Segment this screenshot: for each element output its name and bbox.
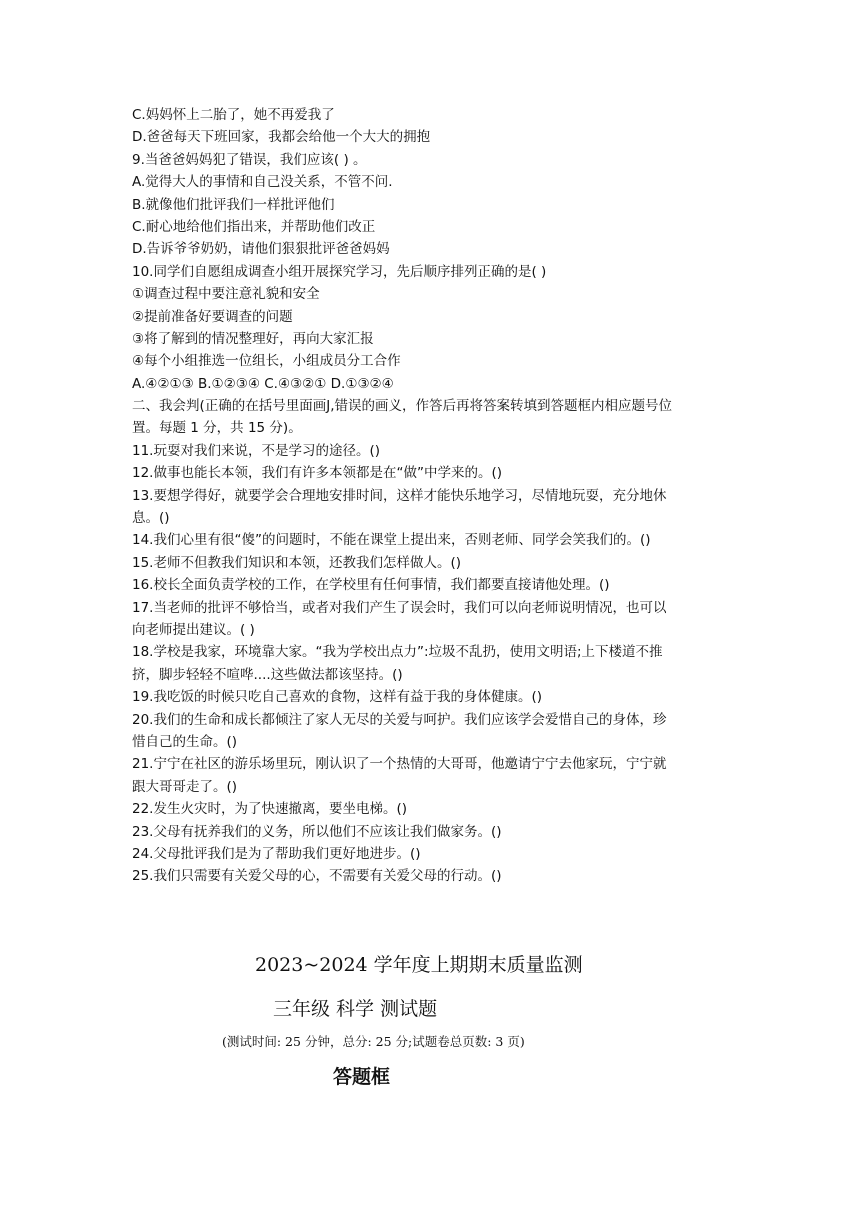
text-line: ①调查过程中要注意礼貌和安全 [132, 286, 320, 303]
text-line: 10.同学们自愿组成调查小组开展探究学习，先后顺序排列正确的是( ) [132, 263, 547, 280]
question-text-block [132, 104, 732, 888]
text-line: 惜自己的生命。() [132, 733, 238, 750]
text-line: 11.玩耍对我们来说，不是学习的途径。() [132, 442, 381, 459]
text-line: 12.做事也能长本领，我们有许多本领都是在“做”中学来的。() [132, 465, 502, 482]
text-line: 22.发生火灾时，为了快速撤离，要坐电梯。() [132, 801, 408, 818]
text-line: 21.宁宁在社区的游乐场里玩，刚认识了一个热情的大哥哥，他邀请宁宁去他家玩，宁宁就 [132, 756, 667, 773]
text-line: 息。() [132, 510, 170, 527]
text-line: D.爸爸每天下班回家，我都会给他一个大大的拥抱 [132, 129, 431, 146]
text-line: 向老师提出建议。( ) [132, 621, 255, 638]
exam-info: (测试时间: 25 分钟，总分: 25 分;试题卷总页数: 3 页) [222, 1034, 525, 1049]
text-line: D.告诉爷爷奶奶，请他们狠狠批评爸爸妈妈 [132, 241, 390, 258]
text-line: A.觉得大人的事情和自己没关系，不管不问. [132, 174, 393, 191]
text-line: ②提前准备好要调查的问题 [132, 308, 293, 325]
text-line: 20.我们的生命和成长都倾注了家人无尽的关爱与呵护。我们应该学会爱惜自己的身体，珍 [132, 711, 667, 728]
text-line: 14.我们心里有很“傻”的问题时，不能在课堂上提出来，否则老师、同学会笑我们的。() [132, 532, 651, 549]
text-line: 24.父母批评我们是为了帮助我们更好地进步。() [132, 845, 421, 862]
exam-subject: 三年级 科学 测试题 [273, 998, 438, 1020]
text-line: 25.我们只需要有关爱父母的心，不需要有关爱父母的行动。() [132, 868, 502, 885]
text-line: ④每个小组推选一位组长，小组成员分工合作 [132, 353, 401, 370]
text-line: ③将了解到的情况整理好，再向大家汇报 [132, 330, 374, 347]
text-line: 13.要想学得好，就要学会合理地安排时间，这样才能快乐地学习，尽情地玩耍，充分地休 [132, 487, 667, 504]
answer-box-heading: 答题框 [333, 1066, 391, 1088]
text-line: 18.学校是我家，环境靠大家。“我为学校出点力”:垃圾不乱扔，使用文明语;上下楼道不推 [132, 644, 663, 661]
text-line: 15.老师不但教我们知识和本领，还教我们怎样做人。() [132, 554, 462, 571]
text-line: 16.校长全面负责学校的工作，在学校里有任何事情，我们都要直接请他处理。() [132, 577, 610, 594]
text-line: A.④②①③ B.①②③④ C.④③②① D.①③②④ [132, 375, 394, 392]
text-line: 置。每题 1 分，共 15 分)。 [132, 420, 302, 437]
text-line: C.耐心地给他们指出来，并帮助他们改正 [132, 218, 376, 235]
text-line: 9.当爸爸妈妈犯了错误，我们应该( ) 。 [132, 151, 367, 168]
text-line: 23.父母有抚养我们的义务，所以他们不应该让我们做家务。() [132, 823, 502, 840]
text-line: C.妈妈怀上二胎了，她不再爱我了 [132, 107, 335, 123]
text-line: 二、我会判(正确的在括号里面画J,错误的画义，作答后再将答案转填到答题框内相应题号位 [132, 398, 673, 415]
text-line: B.就像他们批评我们一样批评他们 [132, 196, 335, 213]
text-line: 17.当老师的批评不够恰当，或者对我们产生了误会时，我们可以向老师说明情况，也可以 [132, 599, 667, 616]
exam-title: 2023~2024 学年度上期期末质量监测 [255, 954, 583, 976]
text-line: 跟大哥哥走了。() [132, 778, 238, 795]
text-line: 挤，脚步轻轻不喧哗....这些做法都该坚持。() [132, 666, 403, 683]
text-line: 19.我吃饭的时候只吃自己喜欢的食物，这样有益于我的身体健康。() [132, 689, 543, 706]
